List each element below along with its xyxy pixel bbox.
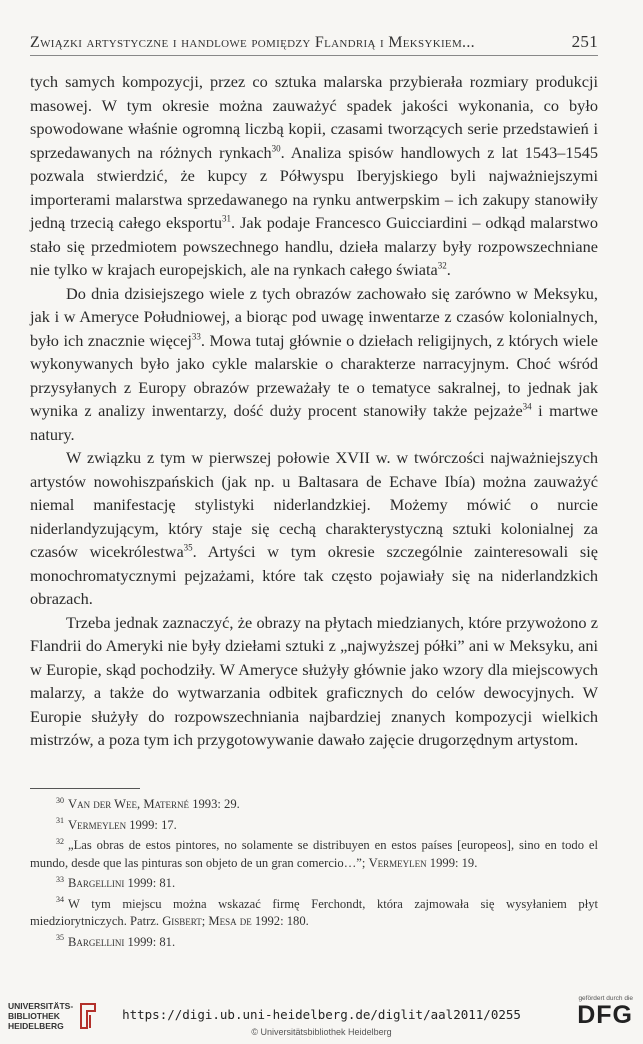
footnote-number: 30	[56, 795, 64, 805]
page-number: 251	[571, 32, 598, 51]
footnote-text: 1999: 81.	[124, 876, 176, 890]
footnote-text: „Las obras de estos pintores, no solamente se distribuyen en estos países [europeos], sino en todo el mundo, desde que las pinturas son objeto de un gran comercio…”;	[30, 838, 598, 870]
footnote-35	[30, 934, 598, 952]
footnote-ref-35[interactable]: 35	[183, 542, 193, 553]
footnote-text: 1992: 180.	[251, 914, 309, 928]
footnote-rule	[30, 788, 140, 789]
footnote-author: Bargellini	[68, 934, 125, 949]
body-text	[30, 70, 598, 752]
funding-note: gefördert durch die	[578, 995, 633, 1002]
header-rule	[30, 55, 598, 56]
paragraph-4: Trzeba jednak zaznaczyć, że obrazy na płytach miedzianych, które przywożono z Flandrii do Ameryki nie były dziełami sztuki z „najwyższej półki” ani w Meksyku, ani w Europie, skąd pochodziły. W Ameryce służyły głównie jako wzory dla miejscowych malarzy, a także do wytwarzania odbitek graficznych do celów dewocyjnych. W Europie służyły do rozpowszechniania najbardziej znanych kompozycji wielkich mistrzów, a poza tym ich przygotowywanie dawało zajęcie drugorzędnym artystom.	[30, 612, 598, 749]
footnote-number: 31	[56, 816, 64, 826]
library-name: UNIVERSITÄTS- BIBLIOTHEK HEIDELBERG	[8, 1001, 74, 1031]
page-footer	[0, 995, 643, 1044]
footnote-ref-30[interactable]: 30	[271, 143, 281, 154]
footnote-33	[30, 875, 598, 893]
footnote-text: 1993: 29.	[189, 797, 240, 811]
footnote-text: W tym miejscu można wskazać firmę Ferchondt, która zajmowała się wysyłaniem płyt miedziorytniczych. Patrz.	[30, 896, 598, 928]
footnote-author: Bargellini	[68, 876, 125, 890]
footnote-ref-32[interactable]: 32	[437, 260, 447, 271]
footnote-author: Vermeylen	[368, 855, 427, 870]
footnote-ref-31[interactable]: 31	[222, 213, 232, 224]
running-head	[30, 32, 598, 52]
footnote-ref-33[interactable]: 33	[191, 331, 201, 342]
running-title: Związki artystyczne i handlowe pomiędzy Flandrią i Meksykiem...	[30, 34, 475, 51]
footnote-text: 1999: 81.	[124, 934, 176, 949]
footnote-32	[30, 837, 598, 872]
dfg-logo-text: DFG	[577, 1001, 633, 1029]
footnotes	[30, 796, 598, 954]
footnote-author: Vermeylen	[68, 817, 127, 832]
dfg-logo[interactable]	[577, 995, 633, 1028]
footnote-text: 1999: 17.	[126, 817, 177, 832]
source-url-link[interactable]: https://digi.ub.uni-heidelberg.de/diglit/aal2011/0255	[122, 1007, 521, 1022]
footnote-text: 1999: 19.	[426, 855, 478, 870]
paragraph-1: tych samych kompozycji, przez co sztuka malarska przybierała rozmiary produkcji masowej. W tym okresie można zauważyć spadek jakości wykonania, co było spowodowane właśnie ogromną liczbą kopii, czasami tworzących serie przedstawień i sprzedawanych na różnych rynkach$^{30}$. Analiza spisów handlowych z lat 1543–1545 pozwala stwierdzić, że kupcy z Półwyspu Iberyjskiego byli najważniejszymi importerami malarstwa sprzedawanego na rynku antwerpskim – ich zakupy stanowiły jedną trzecią całego eksportu$^{31}$. Jak podaje Francesco Guicciardini – odkąd malarstwo stało się przedmiotem powszechnego handlu, dzieła malarzy były rozpowszechniane nie tylko w krajach europejskich, ale na rynkach całego świata$^{32}$.	[30, 72, 598, 279]
footnote-ref-34[interactable]: 34	[522, 401, 532, 412]
footnote-number: 32	[56, 836, 64, 846]
footnote-number: 33	[56, 874, 64, 884]
footnote-30	[30, 796, 598, 814]
footnote-31	[30, 817, 598, 835]
copyright-note: © Universitätsbibliothek Heidelberg	[251, 1027, 392, 1037]
footnote-number: 35	[56, 933, 64, 943]
footnote-author: Van der Wee, Materné	[68, 797, 190, 811]
paragraph-3: W związku z tym w pierwszej połowie XVII w. w twórczości najważniejszych artystów nowohiszpańskich (jak np. u Baltasara de Echave Ibía) można zauważyć niemal manifestację stylistyki niderlandzkiej. Możemy mówić o nurcie niderlandyzującym, który staje się cechą charakterystyczną sztuki kolonialnej za czasów wicekrólestwa$^{35}$. Artyści w tym okresie szczególnie zainteresowali się monochromatycznymi pejzażami, które tak często pojawiały się na niderlandzkich obrazach.	[30, 448, 598, 608]
footnote-author: Gisbert; Mesa de	[162, 914, 252, 928]
paragraph-2: Do dnia dzisiejszego wiele z tych obrazów zachowało się zarówno w Meksyku, jak i w Ameryce Południowej, a biorąc pod uwagę inwentarze z czasów kolonialnych, było ich znacznie więcej$^{33}$. Mowa tutaj głównie o dziełach religijnych, z których wiele wykonywanych było jako cykle malarskie o charakterze narracyjnym. Choć wśród przysyłanych z Europy obrazów przeważały te o tematyce sakralnej, to jednak jak wynika z analizy inwentarzy, dość duży procent stanowiły także pejzaże$^{34}$ i martwe natury.	[30, 283, 599, 444]
footnote-34	[30, 896, 598, 931]
footnote-number: 34	[56, 895, 64, 905]
